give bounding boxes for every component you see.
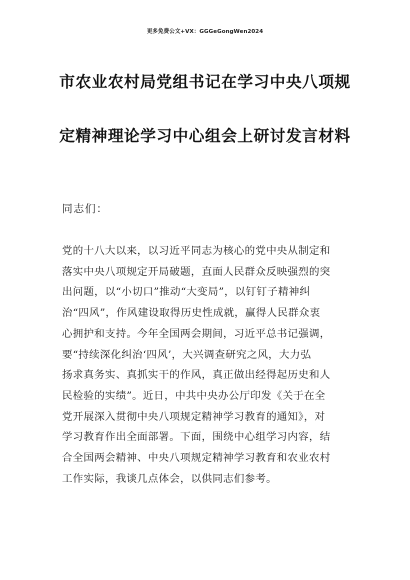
document-title-line-2: 定精神理论学习中心组会上研讨发言材料	[59, 127, 351, 145]
document-title-line-1: 市农业农村局党组书记在学习中央八项规	[59, 73, 351, 91]
body-line: 治“四风”，作风建设取得历史性成就，赢得人民群众衷	[62, 307, 321, 320]
body-line: 要“持续深化纠治‘四风’，大兴调查研究之风，大力弘	[62, 348, 312, 361]
body-line: 扬求真务实、真抓实干的作风，真正做出经得起历史和人	[62, 369, 331, 382]
body-line: 合全国两会精神、中央八项规定精神学习教育和农业农村	[62, 452, 331, 465]
header-note: 更多免费公文+VX：GGGeGongWen2024	[146, 29, 264, 35]
body-line: 出问题，以“小切口”推动“大变局”，以钉钉子精神纠	[62, 286, 311, 299]
body-line: 民检验的实绩”。近日，中共中央办公厅印发《关于在全	[62, 389, 326, 402]
body-line: 心拥护和支持。今年全国两会期间，习近平总书记强调，	[62, 327, 331, 340]
body-line: 学习教育作出全面部署。下面，围绕中心组学习内容，结	[62, 431, 331, 444]
body-paragraph	[62, 241, 352, 489]
body-line: 落实中央八项规定开局破题，直面人民群众反映强烈的突	[62, 265, 331, 278]
body-line: 党的十八大以来，以习近平同志为核心的党中央从制定和	[62, 245, 331, 257]
salutation: 同志们：	[62, 203, 108, 215]
body-line: 党开展深入贯彻中央八项规定精神学习教育的通知》，对	[62, 410, 326, 423]
body-line: 工作实际，我谈几点体会，以供同志们参考。	[62, 472, 277, 485]
